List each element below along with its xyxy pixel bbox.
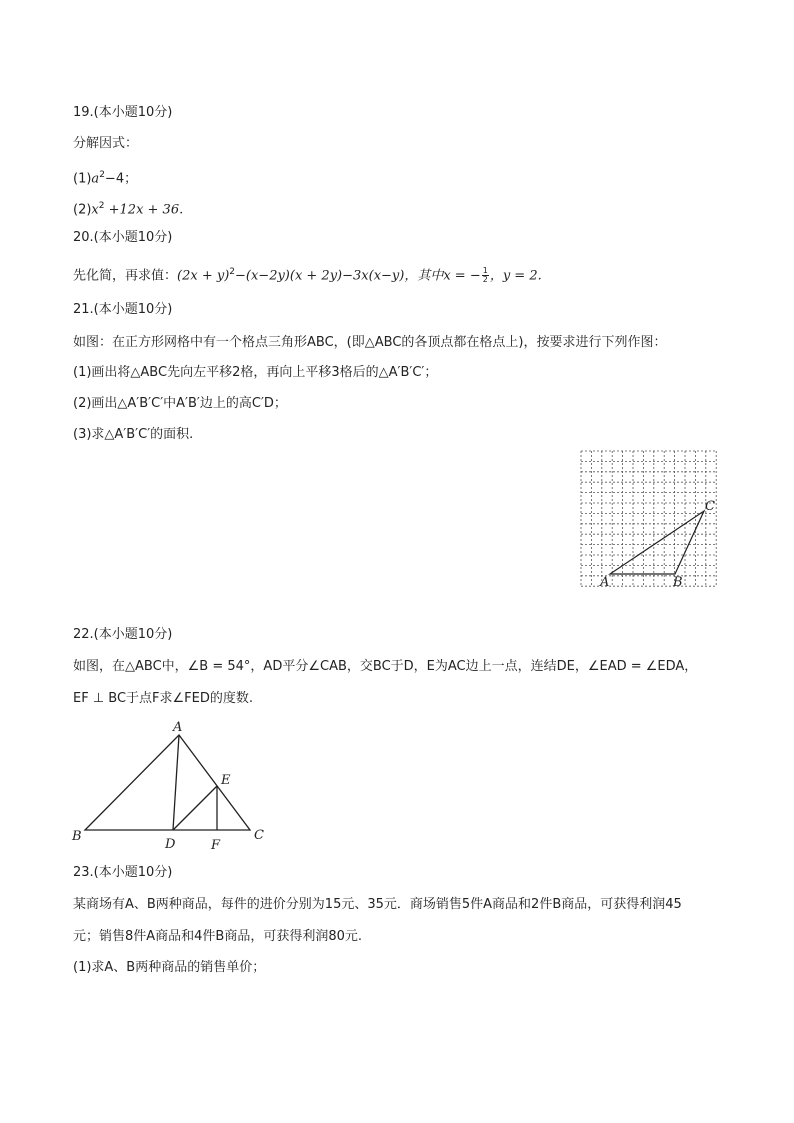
q20-lead: 先化简，再求值： <box>73 268 178 284</box>
q21-part2: (2)画出△A′B′C′中A′B′边上的高C′D； <box>73 396 287 411</box>
q22-heading: 22.(本小题10分) <box>73 627 173 642</box>
q19-part2-rest: +12x + 36. <box>104 202 184 218</box>
q22-label-f: F <box>211 838 221 853</box>
q23-line2: 元；销售8件A商品和4件B商品，可获得利润80元. <box>73 929 363 944</box>
q23-part1: (1)求A、B两种商品的销售单价； <box>73 960 266 975</box>
q22-label-c: C <box>254 828 264 843</box>
q21-part3: (3)求△A′B′C′的面积. <box>73 427 194 442</box>
q21-grid-figure <box>578 448 722 593</box>
q21-part1: (1)画出将△ABC先向左平移2格，再向上平移3格后的△A′B′C′； <box>73 365 438 380</box>
q22-label-e: E <box>221 773 231 788</box>
q22-segment-de <box>173 786 217 830</box>
q21-label-c: C <box>705 499 715 514</box>
q21-heading: 21.(本小题10分) <box>73 302 173 317</box>
q22-label-d: D <box>165 837 176 852</box>
q20-fraction <box>482 267 489 284</box>
q19-part2-exp: 2 <box>98 201 105 211</box>
q21-triangle-abc <box>610 511 704 574</box>
q22-segment-ad <box>173 735 179 830</box>
q20-frac-den: 2 <box>482 275 488 285</box>
q21-label-b: B <box>673 575 683 590</box>
q19-part1-label: (1) <box>73 171 92 187</box>
q19-part2-base: x <box>91 202 99 218</box>
q20-expr-b: −(x−2y)(x + 2y)−3x(x−y)，其中 <box>235 268 444 284</box>
q20-expr-exp: 2 <box>229 267 235 277</box>
q22-label-a: A <box>173 720 183 735</box>
q20-heading: 20.(本小题10分) <box>73 230 173 245</box>
q20-problem <box>73 263 542 285</box>
q23-heading: 23.(本小题10分) <box>73 865 173 880</box>
q19-intro: 分解因式： <box>73 136 139 151</box>
q20-frac-num: 1 <box>482 266 488 276</box>
q19-part1 <box>73 166 137 188</box>
q19-part1-exp: 2 <box>99 170 105 180</box>
q22-triangle-figure <box>68 712 273 854</box>
q19-part2 <box>73 197 183 219</box>
q22-line2: EF ⊥ BC于点F求∠FED的度数. <box>73 691 254 706</box>
q21-grid-lines <box>581 451 716 586</box>
q23-line1: 某商场有A、B两种商品，每件的进价分别为15元、35元．商场销售5件A商品和2件B商品，可获得利润45 <box>73 897 682 912</box>
q21-label-a: A <box>600 575 610 590</box>
q19-part1-rest: −4； <box>104 171 138 187</box>
q20-tail: ，y = 2. <box>489 268 542 284</box>
q20-x-value: x = − <box>443 268 481 284</box>
q19-heading: 19.(本小题10分) <box>73 105 173 120</box>
q19-part2-label: (2) <box>73 202 92 218</box>
q21-intro: 如图：在正方形网格中有一个格点三角形ABC，(即△ABC的各顶点都在格点上)，按要求进行下列作图： <box>73 335 667 350</box>
q22-line1: 如图，在△ABC中，∠B = 54°，AD平分∠CAB，交BC于D，E为AC边上一点，连结DE，∠EAD = ∠EDA， <box>73 659 698 674</box>
q22-label-b: B <box>72 829 82 844</box>
q20-expr-a: (2x + y) <box>177 268 230 284</box>
q19-part1-base: a <box>91 171 100 187</box>
